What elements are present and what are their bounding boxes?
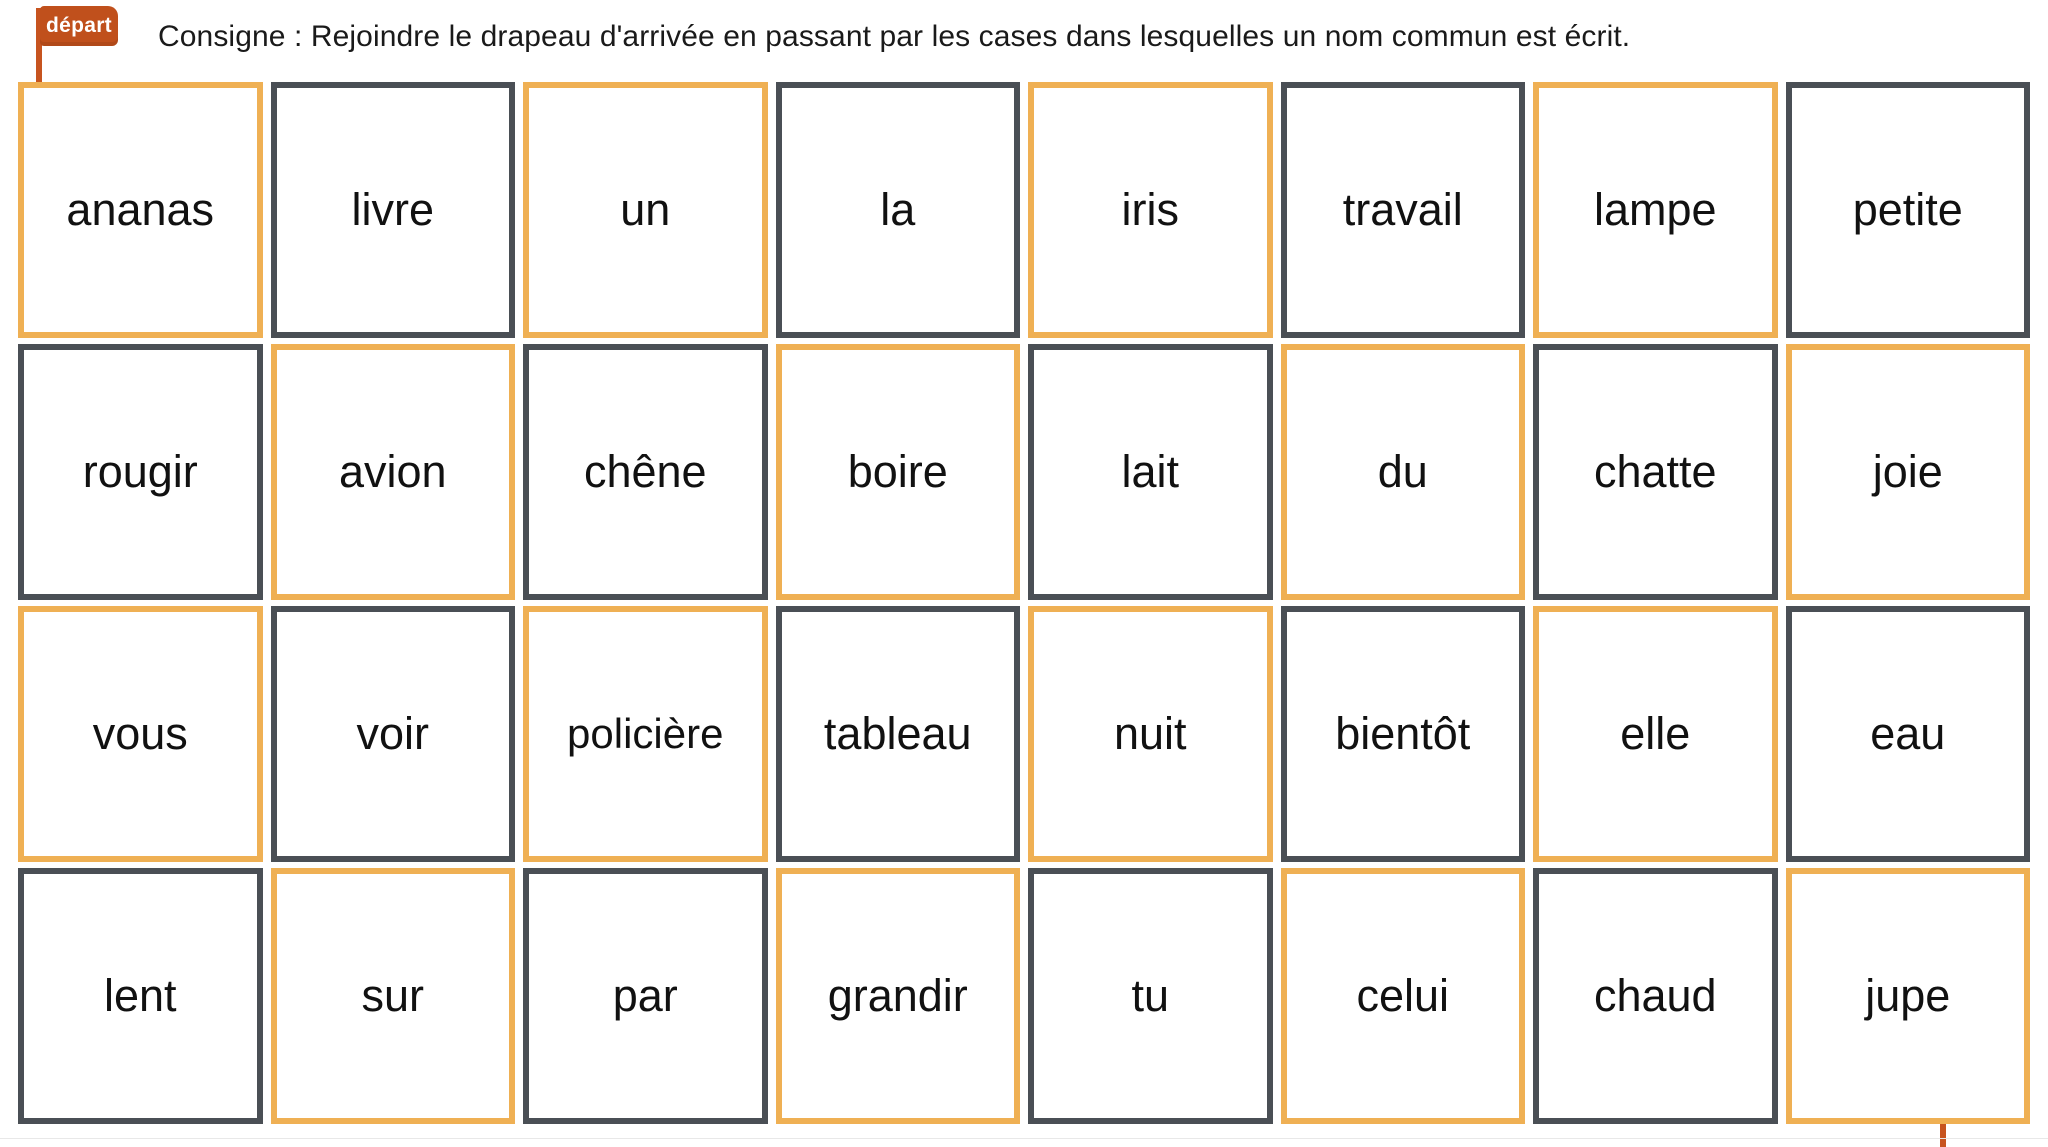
grid-cell[interactable] [1281, 82, 1526, 338]
grid-cell[interactable] [271, 82, 516, 338]
grid-cell[interactable] [1281, 344, 1526, 600]
grid-cell-word: eau [1870, 708, 1946, 760]
page-divider [0, 1138, 2048, 1139]
grid-cell[interactable] [1786, 868, 2031, 1124]
worksheet-header [0, 0, 2048, 78]
grid-cell-word: elle [1620, 708, 1691, 760]
grid-cell-word: lait [1121, 446, 1180, 498]
grid-cell-word: lent [103, 970, 177, 1022]
grid-cell[interactable] [523, 606, 768, 862]
grid-cell[interactable] [523, 82, 768, 338]
word-grid [18, 82, 2030, 1124]
grid-cell-word: policière [567, 709, 724, 757]
instruction-text: Consigne : Rejoindre le drapeau d'arrivée en passant par les cases dans lesquelles un nom commun est écrit. [158, 20, 1631, 53]
grid-cell-word: jupe [1865, 970, 1951, 1022]
grid-cell[interactable] [776, 606, 1021, 862]
grid-cell-word: bientôt [1335, 708, 1471, 760]
grid-cell[interactable] [1028, 868, 1273, 1124]
grid-cell-word: ananas [66, 184, 215, 236]
grid-cell-word: un [620, 184, 671, 236]
grid-cell[interactable] [1786, 606, 2031, 862]
grid-cell[interactable] [1281, 868, 1526, 1124]
grid-cell-word: sur [361, 970, 424, 1022]
grid-cell[interactable] [1028, 344, 1273, 600]
grid-cell[interactable] [523, 344, 768, 600]
grid-cell-word: chêne [583, 446, 707, 498]
grid-cell-word: petite [1852, 184, 1963, 236]
grid-cell[interactable] [271, 868, 516, 1124]
grid-cell[interactable] [18, 868, 263, 1124]
grid-cell[interactable] [523, 868, 768, 1124]
grid-cell[interactable] [1533, 82, 1778, 338]
grid-cell[interactable] [1533, 344, 1778, 600]
grid-cell-word: celui [1356, 970, 1450, 1022]
grid-cell-word: lampe [1593, 184, 1717, 236]
grid-cell-word: livre [351, 184, 434, 236]
grid-cell-word: nuit [1113, 708, 1187, 760]
grid-cell-word: tu [1131, 970, 1170, 1022]
grid-cell[interactable] [18, 344, 263, 600]
grid-cell-word: grandir [827, 970, 968, 1022]
grid-cell[interactable] [776, 868, 1021, 1124]
grid-cell-word: la [880, 184, 916, 236]
grid-cell[interactable] [1786, 82, 2031, 338]
grid-cell[interactable] [271, 606, 516, 862]
grid-cell-word: voir [356, 708, 429, 760]
grid-cell-word: du [1377, 446, 1428, 498]
grid-cell[interactable] [776, 82, 1021, 338]
grid-cell[interactable] [18, 606, 263, 862]
grid-cell[interactable] [776, 344, 1021, 600]
grid-cell-word: chaud [1593, 970, 1717, 1022]
grid-cell-word: par [612, 970, 678, 1022]
grid-cell-word: avion [338, 446, 447, 498]
grid-cell-word: chatte [1593, 446, 1717, 498]
grid-cell-word: vous [92, 708, 188, 760]
grid-cell[interactable] [1281, 606, 1526, 862]
grid-cell[interactable] [1533, 868, 1778, 1124]
start-flag-label: départ [40, 6, 118, 46]
grid-cell-word: travail [1342, 184, 1463, 236]
grid-cell[interactable] [1533, 606, 1778, 862]
grid-cell-word: iris [1121, 184, 1179, 236]
grid-cell-word: boire [847, 446, 948, 498]
grid-cell[interactable] [271, 344, 516, 600]
grid-cell-word: joie [1872, 446, 1943, 498]
grid-cell[interactable] [1028, 82, 1273, 338]
grid-cell-word: rougir [82, 446, 198, 498]
grid-cell[interactable] [1028, 606, 1273, 862]
grid-cell-word: tableau [823, 708, 972, 760]
grid-cell[interactable] [1786, 344, 2031, 600]
grid-cell[interactable] [18, 82, 263, 338]
